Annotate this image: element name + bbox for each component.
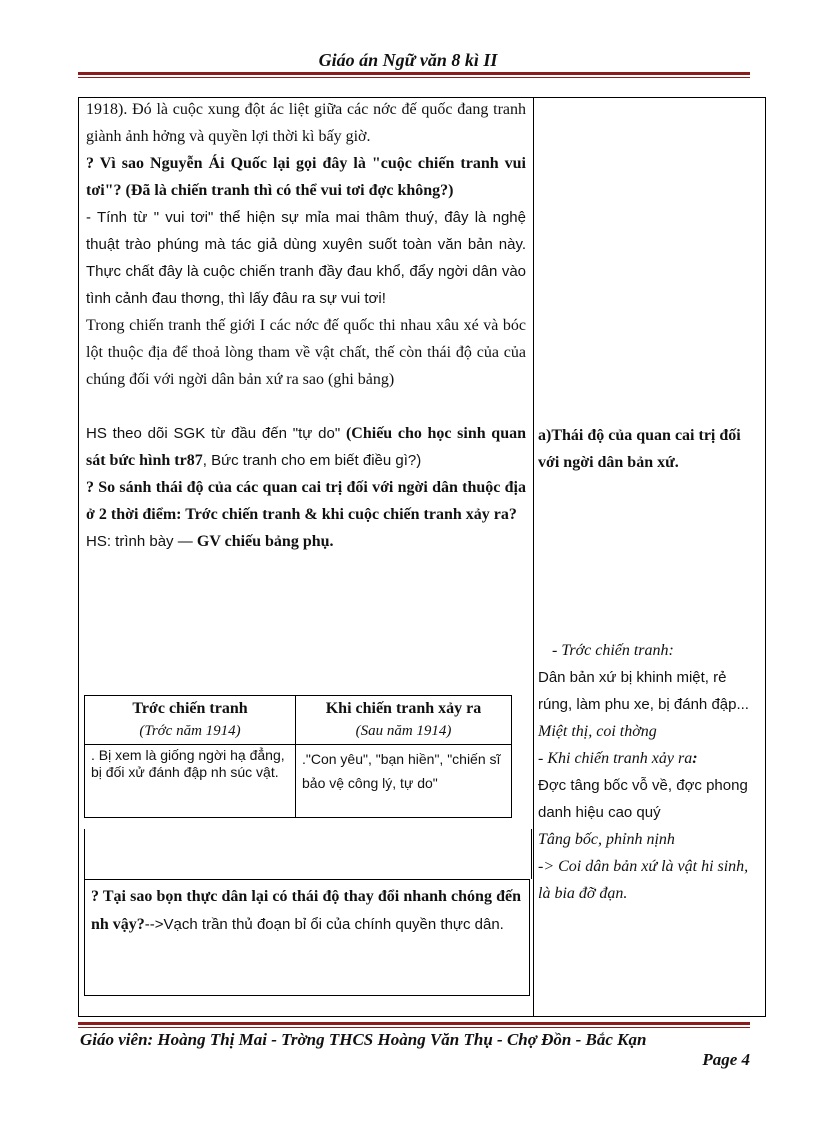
footer-teacher: Giáo viên: Hoàng Thị Mai - Trờng THCS Hoàng Văn Thụ - Chợ Đồn - Bắc Kạn [80, 1030, 647, 1049]
header-rule-thin [78, 77, 750, 78]
answer-irony: - Tính từ " vui tơi" thể hiện sự mỉa mai thâm thuý, đây là nghệ thuật trào phúng mà tác giả dùng xuyên suốt toàn văn bản này. Thực chất đây là cuộc chiến tranh đầy đau khổ, đẩy ngời dân vào tình cảnh đau thơng, thì lấy đâu ra sự vui tơi! [86, 209, 526, 307]
footer-rule [78, 1022, 750, 1025]
content-column [538, 637, 763, 907]
col-during-header: Khi chiến tranh xảy ra (Sau năm 1914) [296, 696, 512, 745]
summary-during-war: Tâng bốc, phỉnh nịnh [538, 831, 675, 848]
page-number: Page 4 [702, 1050, 750, 1069]
column-divider [533, 97, 534, 1017]
paragraph-context: 1918). Đó là cuộc xung đột ác liệt giữa các nớc đế quốc đang tranh giành ảnh hởng và quyền lợi thời kì bấy giờ. [86, 101, 526, 145]
instruction-present: HS: trình bày — GV chiếu bảng phụ. [86, 533, 334, 550]
empty-box [84, 829, 532, 879]
text-before-war: Dân bản xứ bị khinh miệt, rẻ rúng, làm phu xe, bị đánh đập... [538, 669, 749, 713]
label-during-war: - Khi chiến tranh xảy ra: [538, 750, 698, 767]
text-during-war: Đợc tâng bốc vỗ về, đợc phong danh hiệu cao quý [538, 777, 748, 821]
question-box [84, 879, 530, 996]
question-compare-attitude: ? So sánh thái độ của các quan cai trị đối với ngời dân thuộc địa ở 2 thời điểm: Trớc chiến tranh & khi cuộc chiến tranh xảy ra? [86, 479, 526, 523]
footer-rule-thin [78, 1027, 750, 1028]
question-why-happy-war: ? Vì sao Nguyễn Ái Quốc lại gọi đây là "cuộc chiến tranh vui tơi"? (Đã là chiến tranh thì có thể vui tơi đợc không?) [86, 155, 526, 199]
col-during-body: ."Con yêu", "bạn hiền", "chiến sĩ bảo vệ công lý, tự do" [296, 745, 512, 818]
question-why-change: ? Tại sao bọn thực dân lại có thái độ thay đổi nhanh chóng đến nh vậy? [91, 888, 521, 933]
spacer [86, 393, 526, 420]
paragraph-transition: Trong chiến tranh thế giới I các nớc đế quốc thi nhau xâu xé và bóc lột thuộc địa để thoả lòng tham về vật chất, thế còn thái độ của của chúng đối với ngời dân bản xứ ra sao (ghi bảng) [86, 317, 526, 388]
header-rule [78, 72, 750, 75]
comparison-table [84, 695, 512, 818]
instruction-follow-sgk: HS theo dõi SGK từ đầu đến "tự do" (Chiếu cho học sinh quan sát bức hình tr87, Bức tranh cho em biết điều gì?) [86, 425, 526, 469]
col-before-body: . Bị xem là giống ngời hạ đẳng, bị đối xử đánh đập nh súc vật. [85, 745, 296, 818]
section-heading-attitude: a)Thái độ của quan cai trị đối với ngời dân bản xứ. [538, 427, 741, 471]
label-before-war: - Trớc chiến tranh: [552, 642, 674, 659]
teacher-activity-column [86, 96, 526, 555]
summary-before-war: Miệt thị, coi thờng [538, 723, 657, 740]
col-before-header: Trớc chiến tranh (Trớc năm 1914) [85, 696, 296, 745]
conclusion: -> Coi dân bản xứ là vật hi sinh, là bia đỡ đạn. [538, 858, 749, 902]
answer-expose: -->Vạch trần thủ đoạn bỉ ổi của chính quyền thực dân. [144, 916, 504, 933]
page-header-title: Giáo án Ngữ văn 8 kì II [318, 50, 498, 70]
